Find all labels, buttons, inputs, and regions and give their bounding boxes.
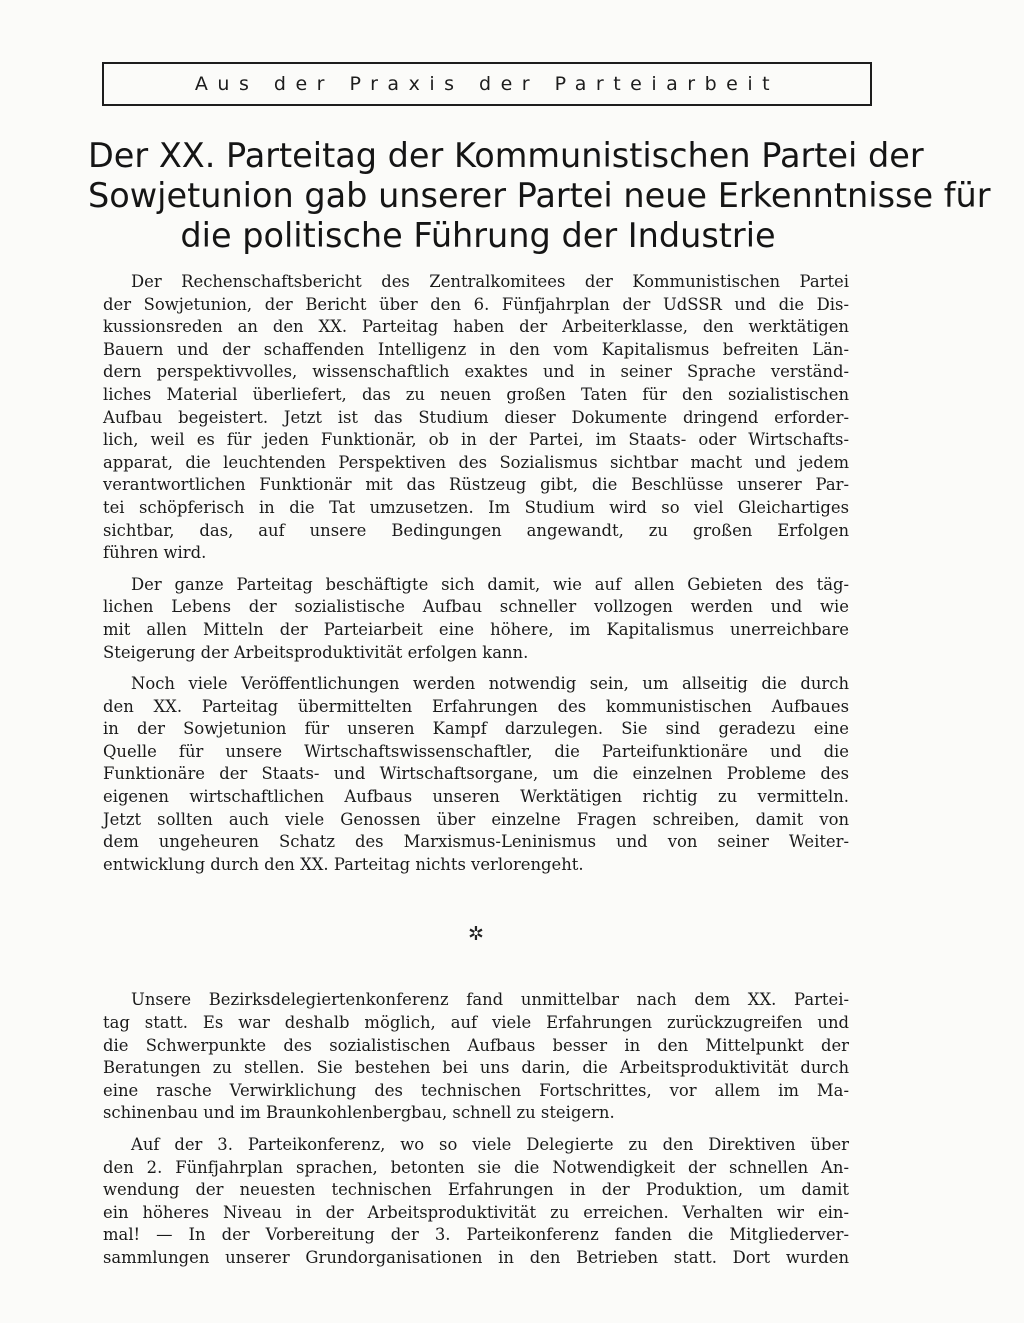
- section-divider: [103, 885, 849, 989]
- article-title: [88, 136, 991, 256]
- text-line: eigenen wirtschaftlichen Aufbaus unseren Werktätigen richtig zu vermitteln.: [103, 787, 849, 807]
- paragraph: [103, 574, 849, 664]
- text-line: lichen Lebens der sozialistische Aufbau schneller vollzogen werden und wie: [103, 597, 849, 617]
- text-line: apparat, die leuchtenden Perspektiven des Sozialismus sichtbar macht und jedem: [103, 452, 849, 472]
- text-line: führen wird.: [103, 543, 207, 563]
- text-line: Unsere Bezirksdelegiertenkonferenz fand unmittelbar nach dem XX. Partei-: [131, 990, 849, 1010]
- text-line: Steigerung der Arbeitsproduktivität erfolgen kann.: [103, 642, 529, 662]
- text-line: dem ungeheuren Schatz des Marxismus-Leninismus und von seiner Weiter-: [103, 832, 849, 852]
- text-line: die Schwerpunkte des sozialistischen Aufbaus besser in den Mittelpunkt der: [103, 1035, 849, 1055]
- paragraph: [103, 989, 849, 1125]
- text-line: mal! — In der Vorbereitung der 3. Parteikonferenz fanden die Mitgliederver-: [103, 1225, 849, 1245]
- text-line: Funktionäre der Staats- und Wirtschaftsorgane, um die einzelnen Probleme des: [103, 764, 849, 784]
- text-line: sichtbar, das, auf unsere Bedingungen angewandt, zu großen Erfolgen: [103, 520, 849, 540]
- paragraph: [103, 673, 849, 876]
- text-line: tei schöpferisch in die Tat umzusetzen. Im Studium wird so viel Gleichartiges: [103, 497, 849, 517]
- text-line: Quelle für unsere Wirtschaftswissenschaftler, die Parteifunktionäre und die: [103, 741, 849, 761]
- paragraph: [103, 1134, 849, 1270]
- text-line: Jetzt sollten auch viele Genossen über einzelne Fragen schreiben, damit von: [103, 809, 849, 829]
- text-line: schinenbau und im Braunkohlenbergbau, schnell zu steigern.: [103, 1103, 615, 1123]
- text-line: ein höheres Niveau in der Arbeitsproduktivität zu erreichen. Verhalten wir ein-: [103, 1202, 849, 1222]
- text-line: mit allen Mitteln der Parteiarbeit eine höhere, im Kapitalismus unerreichbare: [103, 619, 849, 639]
- paragraph: [103, 271, 849, 565]
- text-line: Beratungen zu stellen. Sie bestehen bei uns darin, die Arbeitsproduktivität durch: [103, 1058, 849, 1078]
- section-header-box: [102, 62, 872, 106]
- text-line: dern perspektivvolles, wissenschaftlich exaktes und in seiner Sprache verständ-: [103, 362, 849, 382]
- text-line: liches Material überliefert, das zu neuen großen Taten für den sozialistischen: [103, 384, 849, 404]
- text-line: der Sowjetunion, der Bericht über den 6. Fünfjahrplan der UdSSR und die Dis-: [103, 294, 849, 314]
- section-header-title: Aus der Praxis der Parteiarbeit: [194, 73, 780, 95]
- text-line: entwicklung durch den XX. Parteitag nichts verlorengeht.: [103, 854, 584, 874]
- text-line: lich, weil es für jeden Funktionär, ob in der Partei, im Staats- oder Wirtschafts-: [103, 430, 849, 450]
- text-line: kussionsreden an den XX. Parteitag haben der Arbeiterklasse, den werktätigen: [103, 317, 849, 337]
- text-line: Noch viele Veröffentlichungen werden notwendig sein, um allseitig die durch: [131, 674, 849, 694]
- article-body: [103, 271, 849, 1279]
- text-line: Aufbau begeistert. Jetzt ist das Studium dieser Dokumente dringend erforder-: [103, 407, 849, 427]
- text-line: Bauern und der schaffenden Intelligenz in den vom Kapitalismus befreiten Län-: [103, 339, 849, 359]
- article-title-line: die politische Führung der Industrie: [180, 216, 776, 255]
- text-line: den XX. Parteitag übermittelten Erfahrungen des kommunistischen Aufbaues: [103, 696, 849, 716]
- text-line: tag statt. Es war deshalb möglich, auf viele Erfahrungen zurückzugreifen und: [103, 1013, 849, 1033]
- text-line: in der Sowjetunion für unseren Kampf darzulegen. Sie sind geradezu eine: [103, 719, 849, 739]
- article-title-line: Der XX. Parteitag der Kommunistischen Partei der: [88, 136, 924, 175]
- text-line: Der Rechenschaftsbericht des Zentralkomitees der Kommunistischen Partei: [131, 272, 849, 291]
- asterisk-divider-icon: ✲: [468, 923, 484, 946]
- text-line: verantwortlichen Funktionär mit das Rüstzeug gibt, die Beschlüsse unserer Par-: [103, 475, 849, 495]
- text-line: Auf der 3. Parteikonferenz, wo so viele Delegierte zu den Direktiven über: [131, 1135, 849, 1154]
- article-title-line: Sowjetunion gab unserer Partei neue Erkenntnisse für: [88, 176, 991, 215]
- text-line: eine rasche Verwirklichung des technischen Fortschrittes, vor allem im Ma-: [103, 1080, 849, 1100]
- text-line: Der ganze Parteitag beschäftigte sich damit, wie auf allen Gebieten des täg-: [131, 574, 849, 594]
- text-line: sammlungen unserer Grundorganisationen in den Betrieben statt. Dort wurden: [103, 1247, 849, 1267]
- text-line: wendung der neuesten technischen Erfahrungen in der Produktion, um damit: [103, 1180, 849, 1200]
- text-line: den 2. Fünfjahrplan sprachen, betonten sie die Notwendigkeit der schnellen An-: [103, 1157, 849, 1177]
